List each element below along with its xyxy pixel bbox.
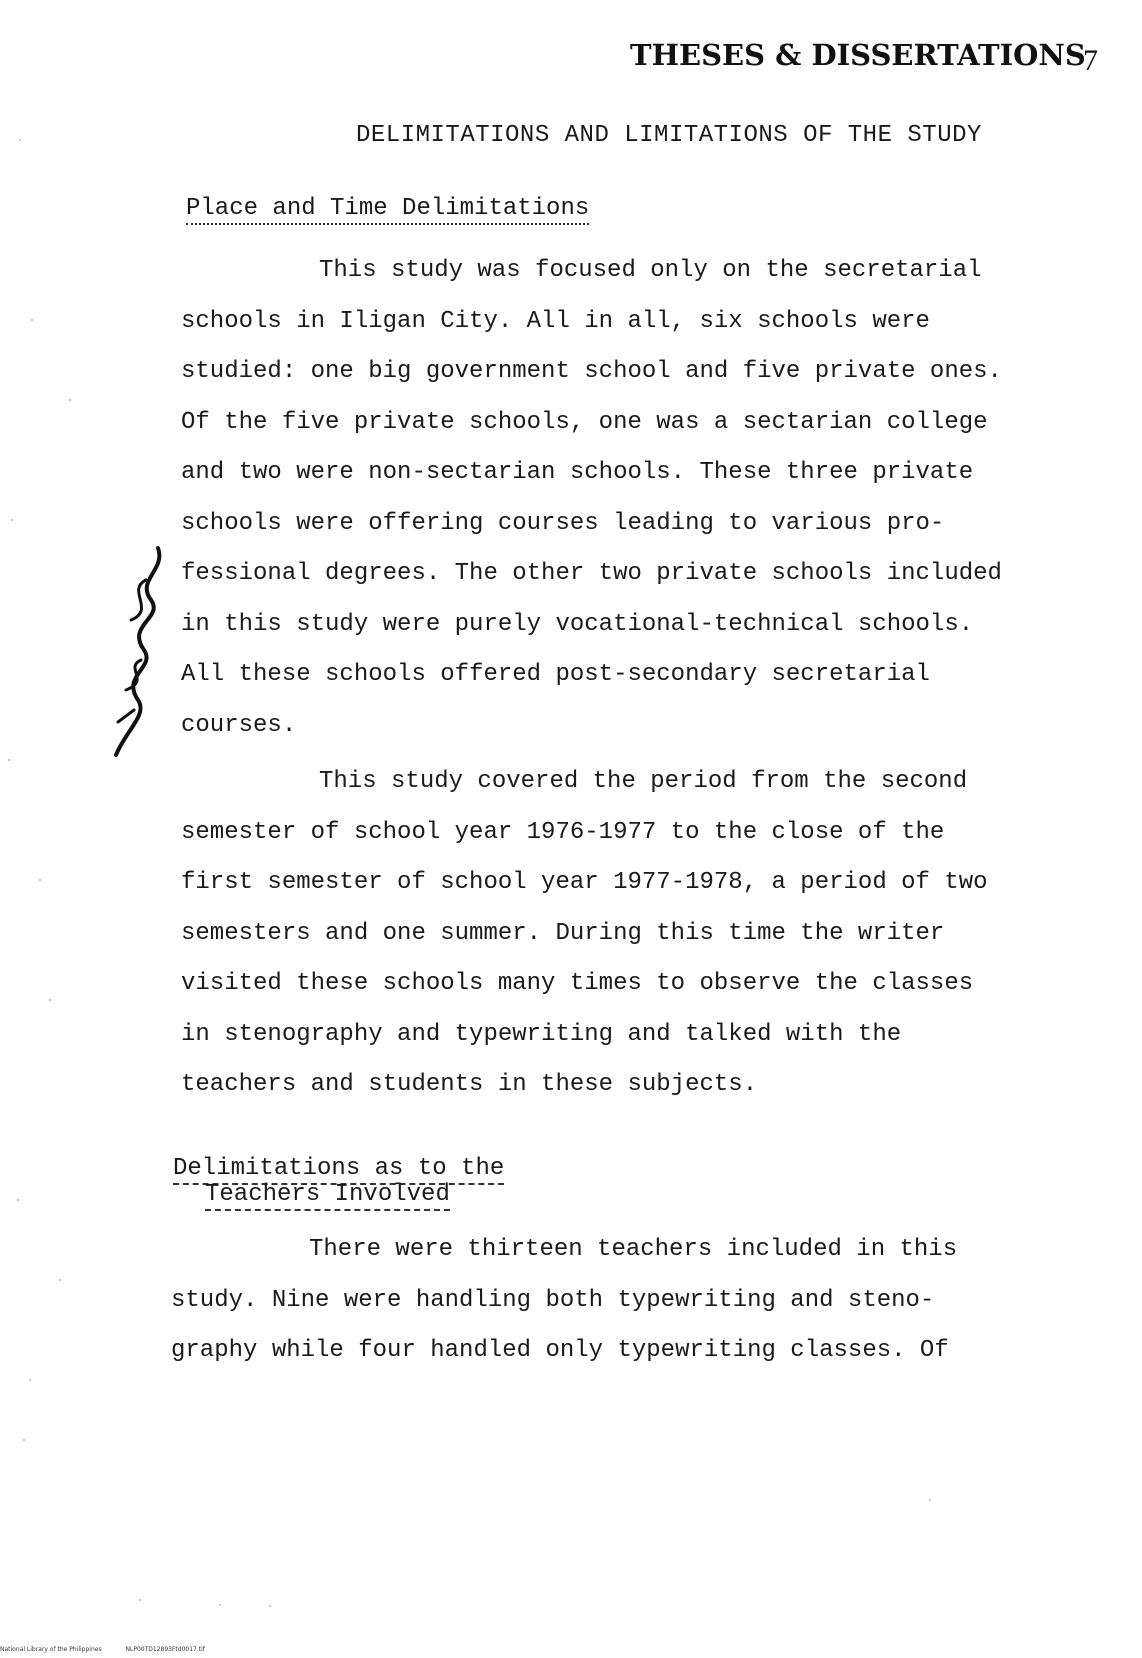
handwritten-signature	[96, 540, 176, 760]
text-line: semesters and one summer. During this time the writer	[181, 919, 945, 947]
page-title: DELIMITATIONS AND LIMITATIONS OF THE STUDY	[356, 122, 982, 149]
text-line: semester of school year 1976-1977 to the close of the	[181, 818, 945, 846]
text-line: All these schools offered post-secondary secretarial	[181, 661, 930, 688]
text-line: in stenography and typewriting and talked with the	[181, 1020, 902, 1048]
paragraph-time-delimitations	[181, 757, 1121, 1111]
text-line: schools in Iligan City. All in all, six schools were	[181, 307, 930, 335]
text-line: This study was focused only on the secretarial	[319, 257, 982, 284]
section-heading-place-time: Place and Time Delimitations	[186, 196, 589, 225]
theses-dissertations-stamp: THESES & DISSERTATIONS	[630, 38, 1086, 72]
text-line: fessional degrees. The other two private schools included	[181, 560, 1002, 587]
text-line: visited these schools many times to observe the classes	[181, 970, 974, 997]
text-line: and two were non-sectarian schools. These three private	[181, 459, 974, 486]
text-line: There were thirteen teachers included in this	[309, 1236, 958, 1263]
text-line: teachers and students in these subjects.	[181, 1071, 758, 1098]
scan-footer	[0, 1646, 227, 1653]
text-line: first semester of school year 1977-1978, a period of two	[181, 869, 988, 896]
section-heading-teachers-line2: Teachers Involved	[205, 1182, 450, 1211]
text-line: in this study were purely vocational-technical schools.	[181, 610, 974, 638]
text-line: graphy while four handled only typewriting classes. Of	[171, 1337, 949, 1364]
section-heading-teachers-line1: Delimitations as to the	[173, 1156, 504, 1185]
paragraph-teachers-involved	[171, 1225, 1111, 1377]
footer-filename: NLP00TD12893Ftd0017.tif	[125, 1646, 205, 1653]
text-line: This study covered the period from the second	[319, 768, 968, 795]
text-line: Of the five private schools, one was a sectarian college	[181, 408, 988, 436]
text-line: courses.	[181, 711, 297, 739]
text-line: schools were offering courses leading to various pro-	[181, 509, 945, 537]
page-number: 7	[1083, 44, 1098, 77]
paragraph-place-delimitations	[181, 246, 1121, 751]
footer-library: National Library of the Philippines	[0, 1646, 102, 1653]
text-line: study. Nine were handling both typewriting and steno-	[171, 1286, 935, 1314]
text-line: studied: one big government school and five private ones.	[181, 358, 1002, 385]
